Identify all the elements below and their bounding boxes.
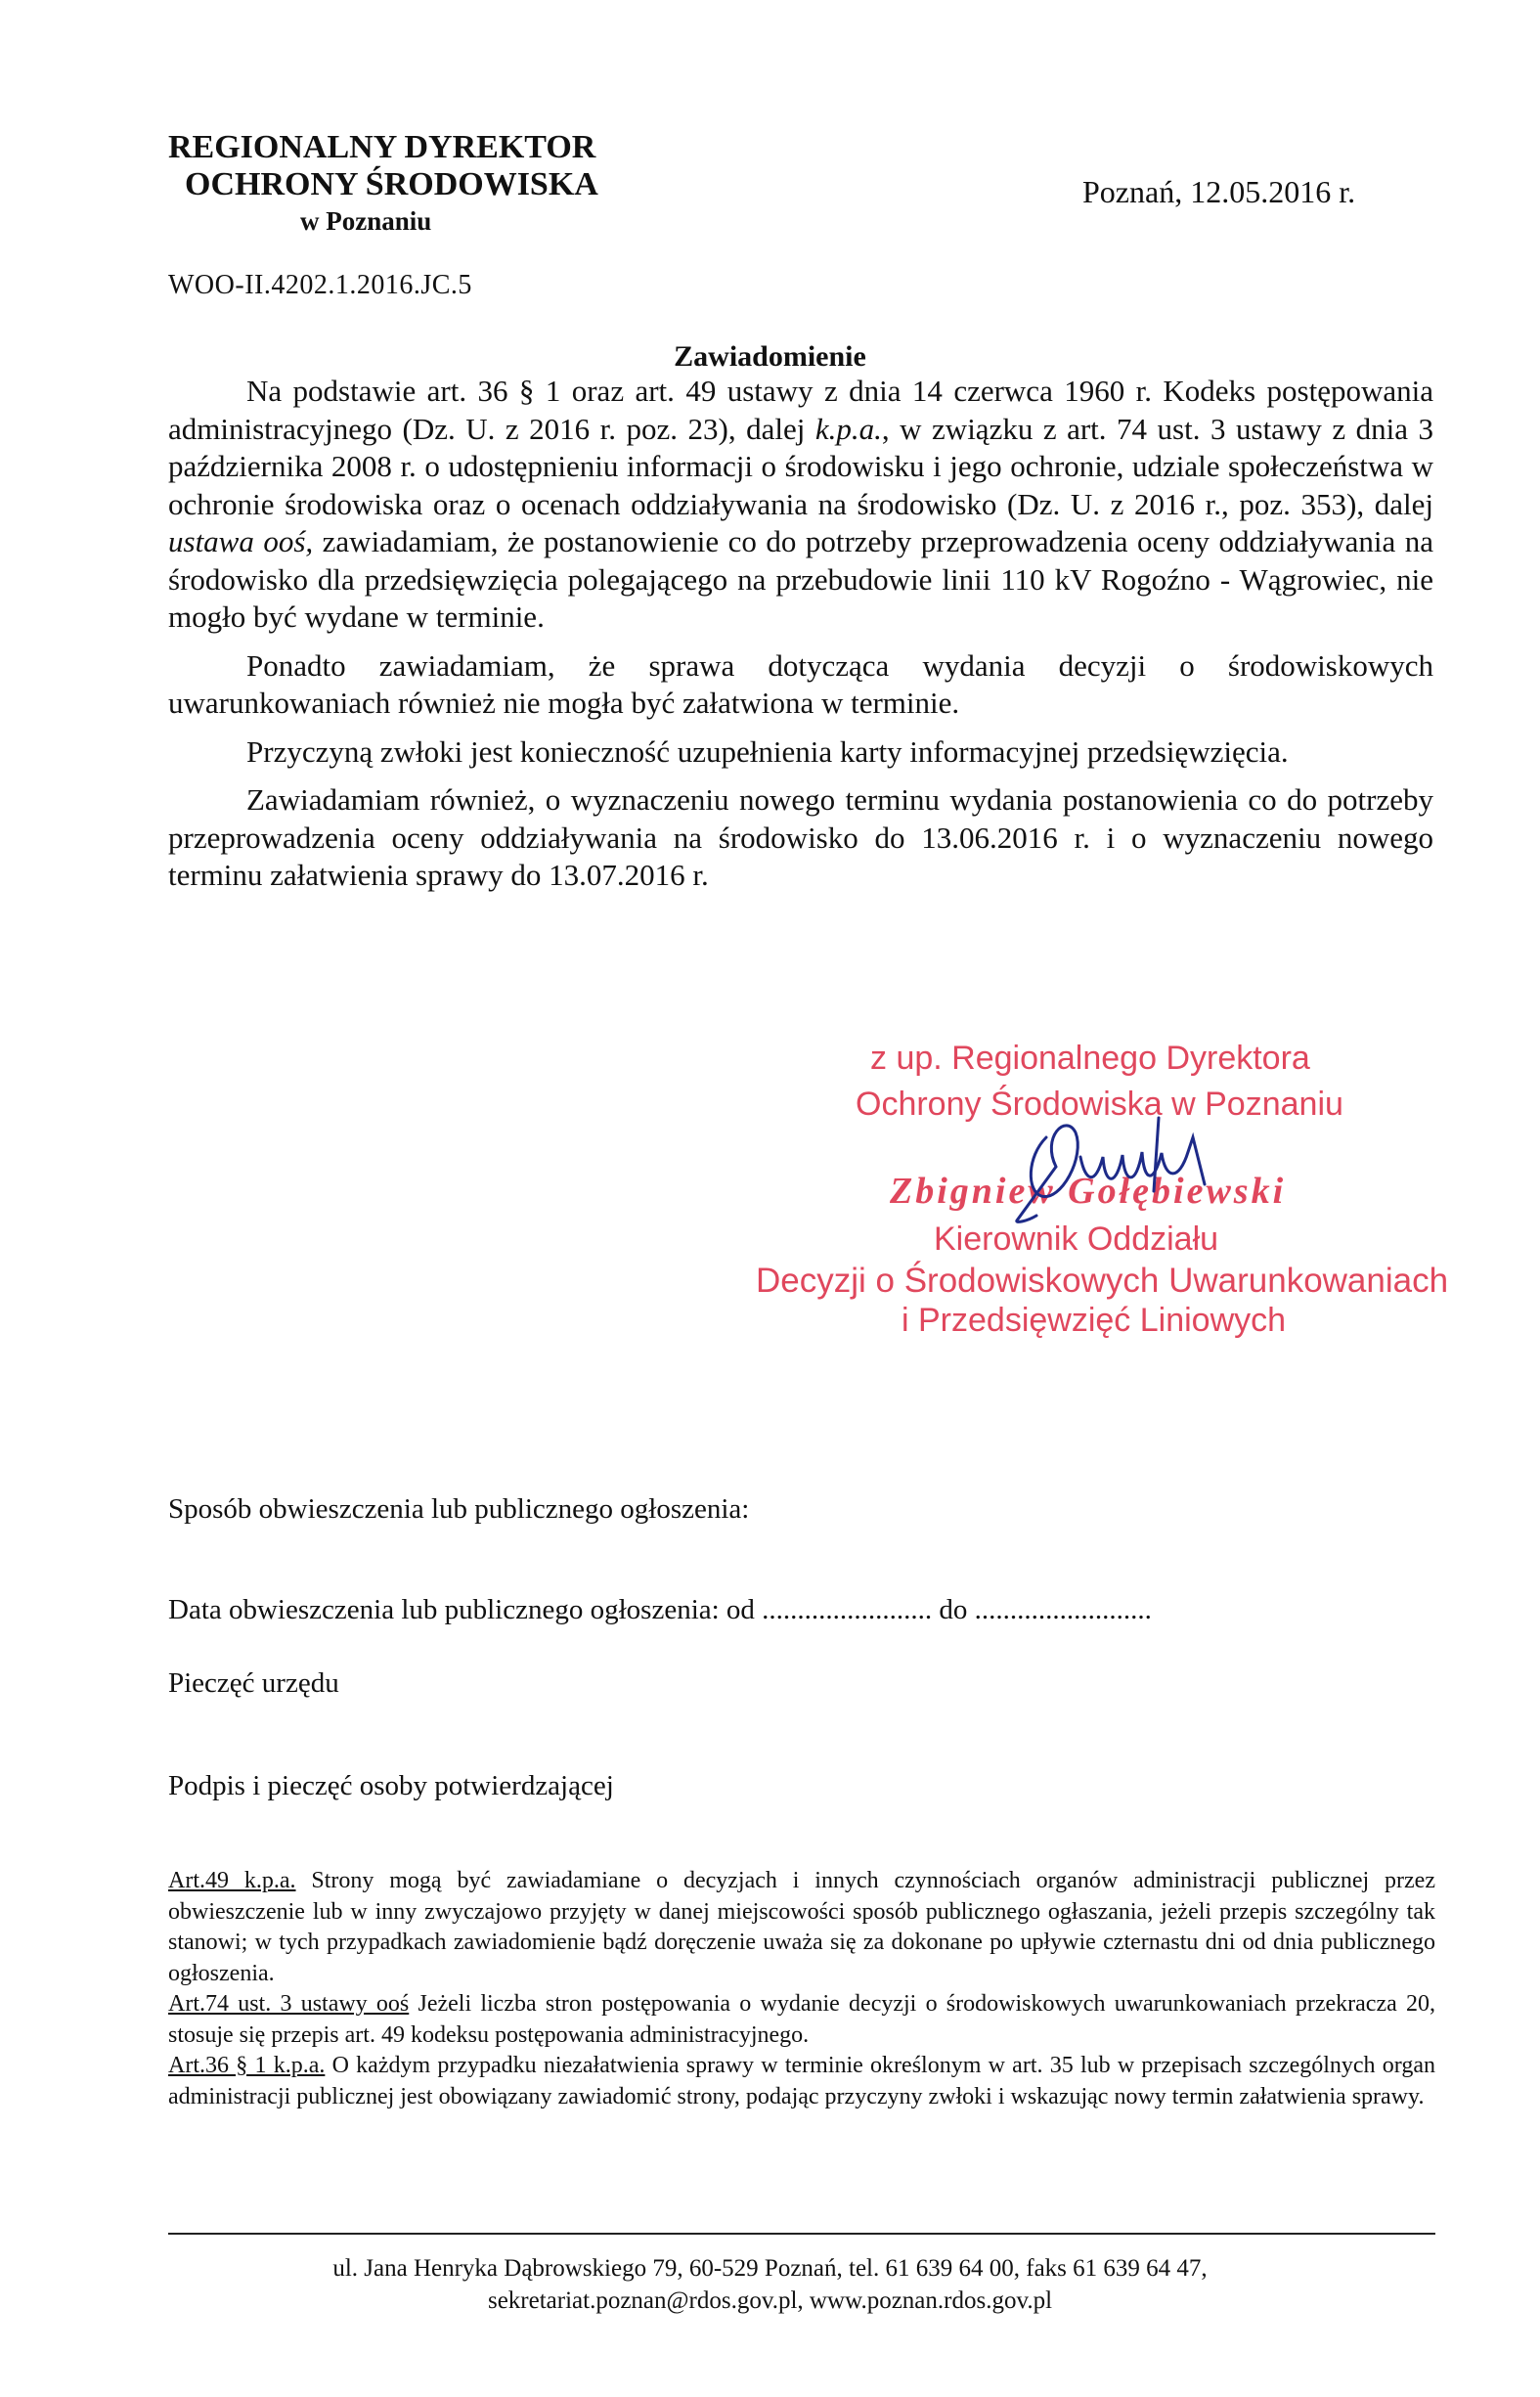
paragraph-text: zawiadamiam, że postanowienie co do potrzeby przeprowadzenia oceny oddziaływania na środowisko dla przedsięwzięcia polegającego na przebudowie linii 110 kV Rogoźno - Wągrowiec, nie mogło być wydane w terminie.: [168, 524, 1433, 634]
document-body: [168, 373, 1433, 906]
paragraph-text: Na podstawie art. 36 § 1 oraz art. 49 ustawy z dnia 14 czerwca 1960 r. Kodeks postępowania administracyjnego (Dz. U. z 2016 r. poz. 23), dalej: [168, 374, 1433, 446]
footnote-art49: [168, 1866, 1435, 1989]
document-title: Zawiadomienie: [674, 340, 866, 373]
stamp-line: Kierownik Oddziału: [934, 1221, 1219, 1258]
oos-abbreviation: ustawa ooś,: [168, 524, 314, 558]
office-name-line2: OCHRONY ŚRODOWISKA: [185, 166, 598, 202]
stamp-line: Ochrony Środowiska w Poznaniu: [856, 1086, 1343, 1123]
stamp-signatory-name: Zbigniew Gołębiewski: [890, 1171, 1287, 1212]
confirming-signature-field: Podpis i pieczęć osoby potwierdzającej: [168, 1770, 614, 1801]
stamp-line: z up. Regionalnego Dyrektora: [870, 1040, 1310, 1077]
paragraph-reason: Przyczyną zwłoki jest konieczność uzupełnienia karty informacyjnej przedsięwzięcia.: [246, 733, 1289, 769]
stamp-line: Decyzji o Środowiskowych Uwarunkowaniach: [756, 1262, 1449, 1300]
legal-footnotes: [168, 1866, 1435, 2112]
office-name-line1: REGIONALNY DYREKTOR: [168, 129, 596, 165]
document-date: Poznań, 12.05.2016 r.: [1082, 174, 1356, 209]
footnote-art36: [168, 2051, 1435, 2112]
contact-footer: [0, 2252, 1540, 2317]
paragraph-new-deadline: Zawiadamiam również, o wyznaczeniu nowego terminu wydania postanowienia co do potrzeby przeprowadzenia oceny oddziaływania na środowisko do 13.06.2016 r. i o wyznaczeniu nowego terminu załatwienia sprawy do 13.07.2016 r.: [168, 782, 1433, 892]
footnote-text: O każdym przypadku niezałatwienia sprawy w terminie określonym w art. 35 lub w przepisach szczególnych organ administracji publicznej jest obowiązany zawiadomić strony, podając przyczyny zwłoki i wskazując nowy termin załatwienia sprawy.: [168, 2053, 1435, 2109]
footnote-art74: [168, 1989, 1435, 2051]
footnote-text: Strony mogą być zawiadamiane o decyzjach i innych czynnościach organów administracji publicznej przez obwieszczenie lub w inny zwyczajowo przyjęty w danej miejscowości sposób publicznego ogłaszania, jeżeli przepis szczególny tak stanowi; w tych przypadkach zawiadomienie bądź doręczenie uważa się za dokonane po upływie czternastu dni od dnia publicznego ogłoszenia.: [168, 1868, 1435, 1986]
official-stamp: [743, 1040, 1486, 1353]
announcement-method-field: Sposób obwieszczenia lub publicznego ogłoszenia:: [168, 1493, 750, 1525]
paragraph-further-notice: Ponadto zawiadamiam, że sprawa dotycząca wydania decyzji o środowiskowych uwarunkowaniach również nie mogła być załatwiona w terminie.: [168, 647, 1433, 720]
paragraph-text: , w związku z art. 74 ust. 3 ustawy z dnia 3 października 2008 r. o udostępnieniu informacji o środowisku i jego ochronie, udziale społeczeństwa w ochronie środowiska oraz o ocenach oddziaływania na środowisko (Dz. U. z 2016 r., poz. 353), dalej: [168, 411, 1433, 521]
kpa-abbreviation: k.p.a.: [814, 411, 882, 446]
footer-address: ul. Jana Henryka Dąbrowskiego 79, 60-529 Poznań, tel. 61 639 64 00, faks 61 639 64 47,: [332, 2255, 1208, 2282]
footnote-label: Art.74 ust. 3 ustawy ooś: [168, 1991, 410, 2017]
footnote-label: Art.36 § 1 k.p.a.: [168, 2053, 326, 2078]
handwritten-signature: [988, 1098, 1261, 1235]
stamp-line: i Przedsięwzięć Liniowych: [902, 1302, 1287, 1339]
footer-email-web: sekretariat.poznan@rdos.gov.pl, www.poznan.rdos.gov.pl: [487, 2287, 1053, 2314]
footnote-text: Jeżeli liczba stron postępowania o wydanie decyzji o środowiskowych uwarunkowaniach przekracza 20, stosuje się przepis art. 49 kodeksu postępowania administracyjnego.: [168, 1991, 1435, 2048]
paragraph-legal-basis: [168, 373, 1433, 637]
office-city: w Poznaniu: [300, 206, 432, 236]
footnote-label: Art.49 k.p.a.: [168, 1868, 296, 1893]
case-reference: WOO-II.4202.1.2016.JC.5: [168, 270, 472, 300]
footer-divider: [168, 2233, 1435, 2235]
announcement-date-field: Data obwieszczenia lub publicznego ogłoszenia: od ........................ do .........................: [168, 1594, 1152, 1625]
office-seal-field: Pieczęć urzędu: [168, 1667, 339, 1699]
issuing-office: [168, 129, 677, 239]
